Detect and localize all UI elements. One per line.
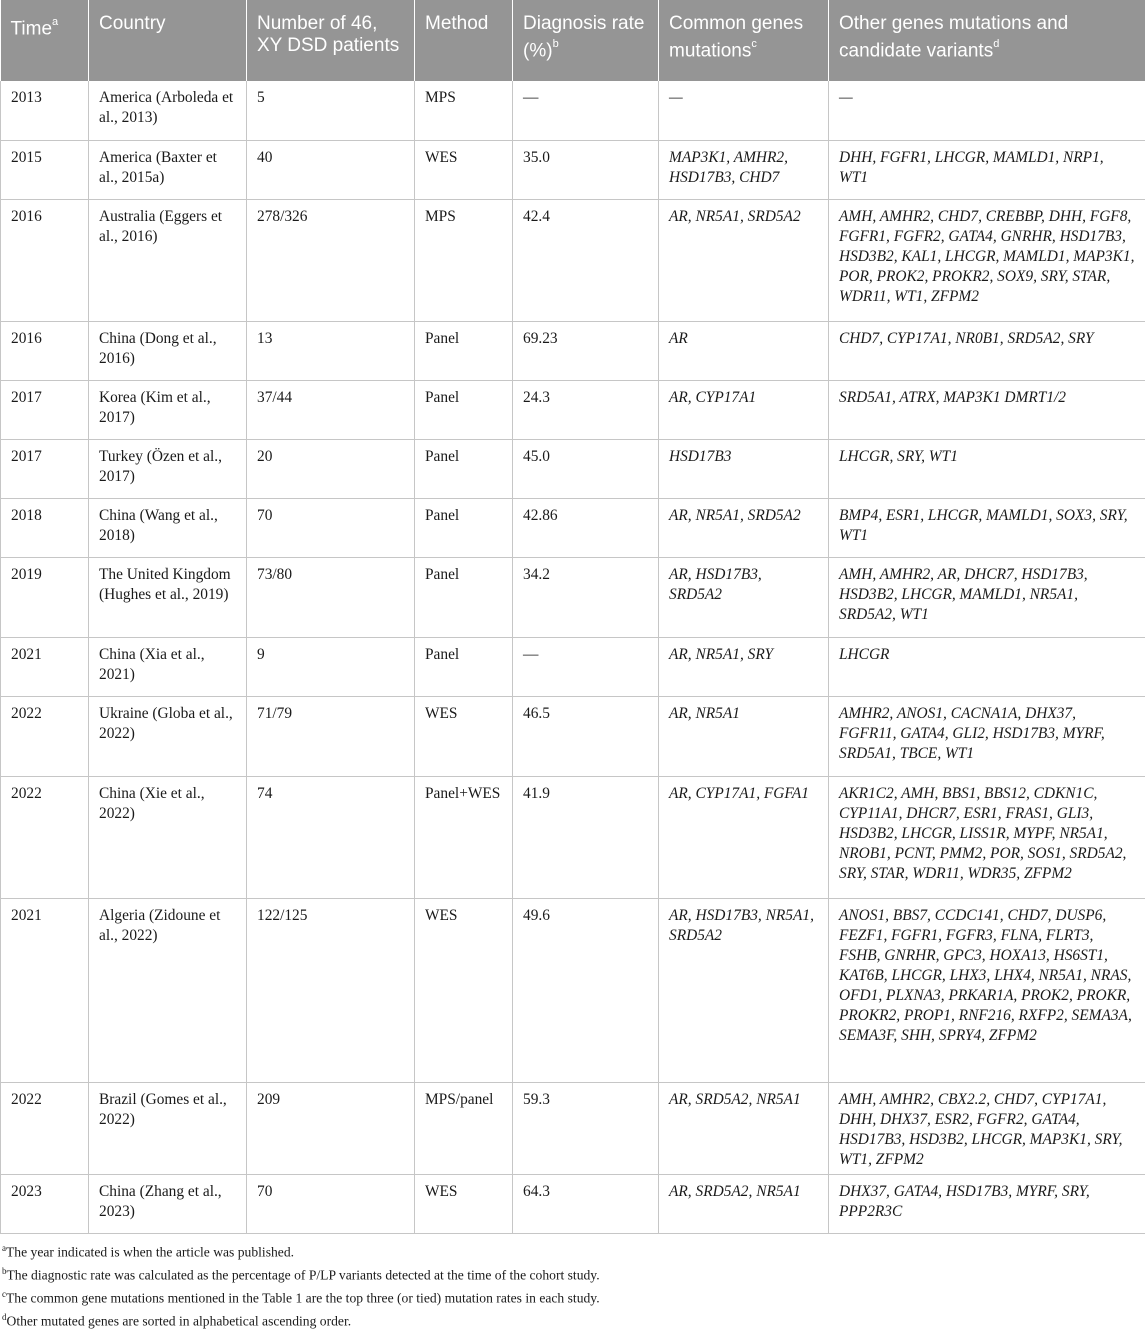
cell-time: 2023 xyxy=(1,1174,89,1233)
cell-time: 2022 xyxy=(1,696,89,776)
cell-patients: 20 xyxy=(247,439,415,498)
cell-other-genes: LHCGR xyxy=(829,637,1145,696)
cell-patients: 40 xyxy=(247,140,415,199)
table-row xyxy=(1,776,1145,898)
cell-patients: 73/80 xyxy=(247,557,415,637)
cell-patients: 122/125 xyxy=(247,898,415,1082)
cell-country: Brazil (Gomes et al., 2022) xyxy=(89,1082,247,1174)
cell-country: China (Zhang et al., 2023) xyxy=(89,1174,247,1233)
cell-country: America (Arboleda et al., 2013) xyxy=(89,81,247,140)
table-row xyxy=(1,140,1145,199)
cell-other-genes: AMH, AMHR2, AR, DHCR7, HSD17B3, HSD3B2, LHCGR, MAMLD1, NR5A1, SRD5A2, WT1 xyxy=(829,557,1145,637)
cell-country: China (Dong et al., 2016) xyxy=(89,321,247,380)
table-row xyxy=(1,557,1145,637)
cell-other-genes: AKR1C2, AMH, BBS1, BBS12, CDKN1C, CYP11A1, DHCR7, ESR1, FRAS1, GLI3, HSD3B2, LHCGR, LISS1R, MYPF, NR5A1, NROB1, PCNT, PMM2, POR, SOS1, SRD5A2, SRY, STAR, WDR11, WDR35, ZFPM2 xyxy=(829,776,1145,898)
cell-common-genes: AR, CYP17A1, FGFA1 xyxy=(659,776,829,898)
cell-country: China (Xie et al., 2022) xyxy=(89,776,247,898)
header-diagnosis-rate: Diagnosis rate (%)$^b$ xyxy=(513,0,659,81)
cell-common-genes: AR, CYP17A1 xyxy=(659,380,829,439)
cell-patients: 37/44 xyxy=(247,380,415,439)
header-row xyxy=(1,0,1145,81)
table-row xyxy=(1,498,1145,557)
footnote: $^d$Other mutated genes are sorted in alphabetical ascending order. xyxy=(2,1308,1145,1331)
cell-patients: 13 xyxy=(247,321,415,380)
cell-common-genes: MAP3K1, AMHR2, HSD17B3, CHD7 xyxy=(659,140,829,199)
cell-common-genes: AR, HSD17B3, SRD5A2 xyxy=(659,557,829,637)
cell-time: 2013 xyxy=(1,81,89,140)
cell-other-genes: ANOS1, BBS7, CCDC141, CHD7, DUSP6, FEZF1, FGFR1, FGFR3, FLNA, FLRT3, FSHB, GNRHR, GPC3, HOXA13, HS6ST1, KAT6B, LHCGR, LHX3, LHX4, NR5A1, NRAS, OFD1, PLXNA3, PRKAR1A, PROK2, PROKR, PROKR2, PROP1, RNF216, RXFP2, SEMA3A, SEMA3F, SHH, SPRY4, ZFPM2 xyxy=(829,898,1145,1082)
cell-common-genes: AR, NR5A1 xyxy=(659,696,829,776)
cell-common-genes: AR, NR5A1, SRD5A2 xyxy=(659,199,829,321)
cell-common-genes: AR, HSD17B3, NR5A1, SRD5A2 xyxy=(659,898,829,1082)
header-time: Time$^a$ xyxy=(1,0,89,81)
cell-common-genes: AR, NR5A1, SRY xyxy=(659,637,829,696)
cell-method: Panel+WES xyxy=(415,776,513,898)
cell-time: 2022 xyxy=(1,776,89,898)
cell-time: 2021 xyxy=(1,898,89,1082)
cell-diagnosis-rate: 64.3 xyxy=(513,1174,659,1233)
cell-diagnosis-rate: 41.9 xyxy=(513,776,659,898)
cell-other-genes: DHH, FGFR1, LHCGR, MAMLD1, NRP1, WT1 xyxy=(829,140,1145,199)
cell-diagnosis-rate: 46.5 xyxy=(513,696,659,776)
cell-diagnosis-rate: 59.3 xyxy=(513,1082,659,1174)
cell-diagnosis-rate: — xyxy=(513,81,659,140)
cell-patients: 71/79 xyxy=(247,696,415,776)
table-row xyxy=(1,1174,1145,1233)
header-method: Method xyxy=(415,0,513,81)
cell-diagnosis-rate: 35.0 xyxy=(513,140,659,199)
cell-time: 2019 xyxy=(1,557,89,637)
table-footnotes xyxy=(0,1234,1145,1331)
cell-patients: 209 xyxy=(247,1082,415,1174)
cell-other-genes: — xyxy=(829,81,1145,140)
cell-other-genes: CHD7, CYP17A1, NR0B1, SRD5A2, SRY xyxy=(829,321,1145,380)
table-row xyxy=(1,1082,1145,1174)
table-row xyxy=(1,380,1145,439)
cell-method: MPS/panel xyxy=(415,1082,513,1174)
cell-time: 2021 xyxy=(1,637,89,696)
cell-diagnosis-rate: 24.3 xyxy=(513,380,659,439)
cell-method: MPS xyxy=(415,81,513,140)
cell-country: Turkey (Özen et al., 2017) xyxy=(89,439,247,498)
cell-method: MPS xyxy=(415,199,513,321)
cell-patients: 9 xyxy=(247,637,415,696)
cell-other-genes: AMHR2, ANOS1, CACNA1A, DHX37, FGFR11, GATA4, GLI2, HSD17B3, MYRF, SRD5A1, TBCE, WT1 xyxy=(829,696,1145,776)
cell-time: 2018 xyxy=(1,498,89,557)
cell-method: WES xyxy=(415,140,513,199)
table-row xyxy=(1,321,1145,380)
header-patients: Number of 46, XY DSD patients xyxy=(247,0,415,81)
cell-patients: 278/326 xyxy=(247,199,415,321)
cell-patients: 70 xyxy=(247,1174,415,1233)
cell-common-genes: HSD17B3 xyxy=(659,439,829,498)
cell-country: The United Kingdom (Hughes et al., 2019) xyxy=(89,557,247,637)
cell-country: China (Xia et al., 2021) xyxy=(89,637,247,696)
footnote: $^c$The common gene mutations mentioned in the Table 1 are the top three (or tied) mutation rates in each study. xyxy=(2,1285,1145,1308)
cell-common-genes: AR, SRD5A2, NR5A1 xyxy=(659,1082,829,1174)
cell-other-genes: LHCGR, SRY, WT1 xyxy=(829,439,1145,498)
cell-other-genes: AMH, AMHR2, CBX2.2, CHD7, CYP17A1, DHH, DHX37, ESR2, FGFR2, GATA4, HSD17B3, HSD3B2, LHCGR, MAP3K1, SRY, WT1, ZFPM2 xyxy=(829,1082,1145,1174)
cell-common-genes: — xyxy=(659,81,829,140)
cell-diagnosis-rate: 34.2 xyxy=(513,557,659,637)
cell-common-genes: AR xyxy=(659,321,829,380)
cell-other-genes: DHX37, GATA4, HSD17B3, MYRF, SRY, PPP2R3C xyxy=(829,1174,1145,1233)
cell-other-genes: AMH, AMHR2, CHD7, CREBBP, DHH, FGF8, FGFR1, FGFR2, GATA4, GNRHR, HSD17B3, HSD3B2, KAL1, LHCGR, MAMLD1, MAP3K1, POR, PROK2, PROKR2, SOX9, SRY, STAR, WDR11, WT1, ZFPM2 xyxy=(829,199,1145,321)
footnote: $^b$The diagnostic rate was calculated as the percentage of P/LP variants detected at the time of the cohort study. xyxy=(2,1262,1145,1285)
table-row xyxy=(1,637,1145,696)
table-row xyxy=(1,439,1145,498)
cell-method: Panel xyxy=(415,498,513,557)
cell-other-genes: SRD5A1, ATRX, MAP3K1 DMRT1/2 xyxy=(829,380,1145,439)
header-other-genes: Other genes mutations and candidate variants$^d$ xyxy=(829,0,1145,81)
table-row xyxy=(1,696,1145,776)
cell-diagnosis-rate: 49.6 xyxy=(513,898,659,1082)
cell-time: 2016 xyxy=(1,199,89,321)
cell-common-genes: AR, SRD5A2, NR5A1 xyxy=(659,1174,829,1233)
cell-time: 2016 xyxy=(1,321,89,380)
cell-time: 2015 xyxy=(1,140,89,199)
cell-time: 2017 xyxy=(1,380,89,439)
cell-method: Panel xyxy=(415,557,513,637)
header-country: Country xyxy=(89,0,247,81)
cell-method: Panel xyxy=(415,637,513,696)
cell-time: 2022 xyxy=(1,1082,89,1174)
cell-method: WES xyxy=(415,898,513,1082)
cell-method: Panel xyxy=(415,321,513,380)
cell-country: Algeria (Zidoune et al., 2022) xyxy=(89,898,247,1082)
cell-diagnosis-rate: 42.86 xyxy=(513,498,659,557)
cell-diagnosis-rate: 45.0 xyxy=(513,439,659,498)
cell-method: WES xyxy=(415,1174,513,1233)
header-common-genes: Common genes mutations$^c$ xyxy=(659,0,829,81)
cell-country: Korea (Kim et al., 2017) xyxy=(89,380,247,439)
cell-other-genes: BMP4, ESR1, LHCGR, MAMLD1, SOX3, SRY, WT1 xyxy=(829,498,1145,557)
table-row xyxy=(1,81,1145,140)
cell-patients: 70 xyxy=(247,498,415,557)
cell-method: Panel xyxy=(415,380,513,439)
cell-diagnosis-rate: 42.4 xyxy=(513,199,659,321)
cell-time: 2017 xyxy=(1,439,89,498)
table-row xyxy=(1,199,1145,321)
table-row xyxy=(1,898,1145,1082)
cell-method: WES xyxy=(415,696,513,776)
cell-country: Australia (Eggers et al., 2016) xyxy=(89,199,247,321)
cell-common-genes: AR, NR5A1, SRD5A2 xyxy=(659,498,829,557)
cell-diagnosis-rate: — xyxy=(513,637,659,696)
cell-patients: 5 xyxy=(247,81,415,140)
footnote: $^a$The year indicated is when the article was published. xyxy=(2,1239,1145,1262)
cell-method: Panel xyxy=(415,439,513,498)
cell-country: China (Wang et al., 2018) xyxy=(89,498,247,557)
cell-patients: 74 xyxy=(247,776,415,898)
cell-country: Ukraine (Globa et al., 2022) xyxy=(89,696,247,776)
cell-country: America (Baxter et al., 2015a) xyxy=(89,140,247,199)
cell-diagnosis-rate: 69.23 xyxy=(513,321,659,380)
